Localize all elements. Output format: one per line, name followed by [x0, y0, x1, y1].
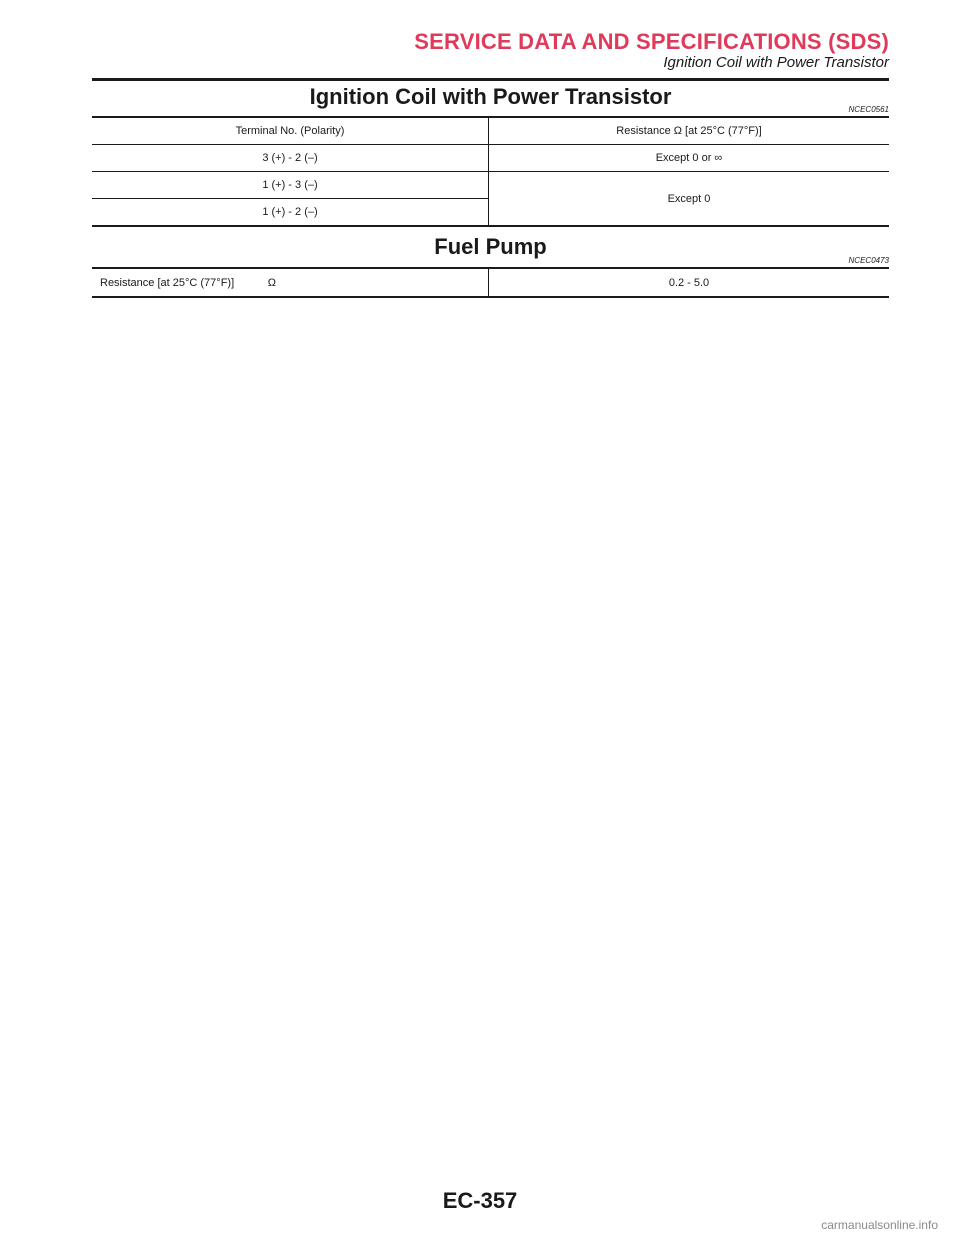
header-rule — [92, 78, 889, 81]
header-subtitle: Ignition Coil with Power Transistor — [663, 54, 889, 71]
table-header-row — [92, 118, 889, 145]
ref-code-fuel-pump: NCEC0473 — [848, 256, 889, 265]
fuel-pump-table — [92, 269, 889, 297]
fuel-pump-unit: Ω — [267, 277, 276, 289]
fuel-pump-label-cell — [92, 269, 489, 297]
section-rule-ignition-coil-bottom — [92, 225, 889, 227]
page-number: EC-357 — [442, 1188, 518, 1213]
page-header — [0, 28, 889, 72]
fuel-pump-label: Resistance [at 25°C (77°F)] — [100, 277, 235, 289]
table-row — [92, 145, 889, 172]
terminal-cell: 1 (+) - 2 (–) — [92, 199, 489, 226]
header-title: SERVICE DATA AND SPECIFICATIONS (SDS) — [414, 29, 889, 54]
resistance-cell: Except 0 or ∞ — [489, 145, 890, 172]
section-title-fuel-pump: Fuel Pump — [434, 234, 547, 259]
section-rule-fuel-pump-bottom — [92, 296, 889, 298]
fuel-pump-value: 0.2 - 5.0 — [668, 277, 710, 289]
column-header-resistance: Resistance Ω [at 25°C (77°F)] — [489, 118, 890, 145]
table-row — [92, 172, 889, 199]
section-title-ignition-coil: Ignition Coil with Power Transistor — [309, 84, 672, 109]
watermark: carmanualsonline.info — [821, 1218, 938, 1232]
terminal-cell: 3 (+) - 2 (–) — [92, 145, 489, 172]
ref-code-ignition-coil: NCEC0561 — [848, 105, 889, 114]
table-row — [92, 269, 889, 297]
resistance-cell-merged: Except 0 — [667, 192, 711, 205]
terminal-cell: 1 (+) - 3 (–) — [92, 172, 489, 199]
ignition-coil-table — [92, 118, 889, 225]
column-header-terminal: Terminal No. (Polarity) — [92, 118, 489, 145]
